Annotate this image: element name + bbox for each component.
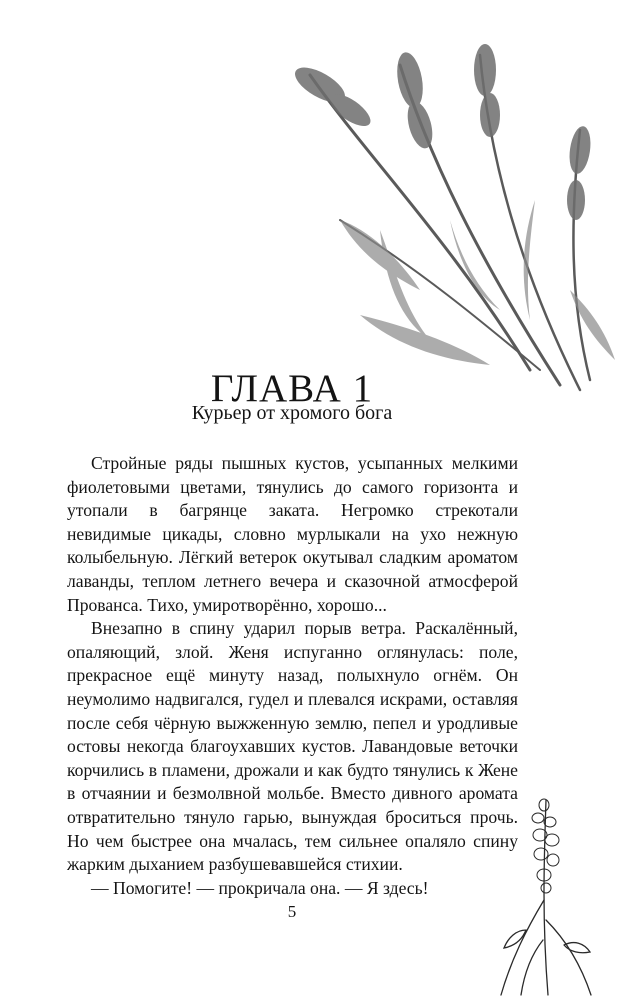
lavender-watercolor-illustration bbox=[280, 40, 619, 400]
chapter-subtitle: Курьер от хромого бога bbox=[191, 402, 393, 424]
page-number: 5 bbox=[287, 902, 297, 921]
paragraph: Внезапно в спину ударил порыв ветра. Раскалённый, опаляющий, злой. Женя испуганно оглянулась: поле, прекрасное ещё минуту назад, полыхнуло огнём. Он неумолимо надвигался, гудел и плевался искрами, оставляя после себя чёрную выжженную землю, пепел и уродливые остовы некогда благоухавших кустов. Лавандовые веточки корчились в пламени, дрожали и как будто тянулись к Жене в отчаянии и безмолвной мольбе. Вместо дивного аромата отвратительно тянуло гарью, вынуждая броситься прочь. Но чем быстрее она мчалась, тем сильнее опаляло спину жарким дыханием разбушевавшейся стихии. bbox=[67, 618, 518, 875]
chapter-body bbox=[67, 452, 518, 900]
chapter-title: ГЛАВА 1 bbox=[210, 367, 374, 411]
lavender-ink-illustration bbox=[486, 780, 619, 1000]
paragraph: — Помогите! — прокричала она. — Я здесь! bbox=[91, 877, 429, 898]
paragraph: Стройные ряды пышных кустов, усыпанных мелкими фиолетовыми цветами, тянулись до самого горизонта и утопали в багрянце заката. Негромко стрекотали невидимые цикады, словно мурлыкали на ухо нежную колыбельную. Лёгкий ветерок окутывал сладким ароматом лаванды, теплом летнего вечера и сказочной атмосферой Прованса. Тихо, умиротворённо, хорошо... bbox=[67, 453, 518, 615]
